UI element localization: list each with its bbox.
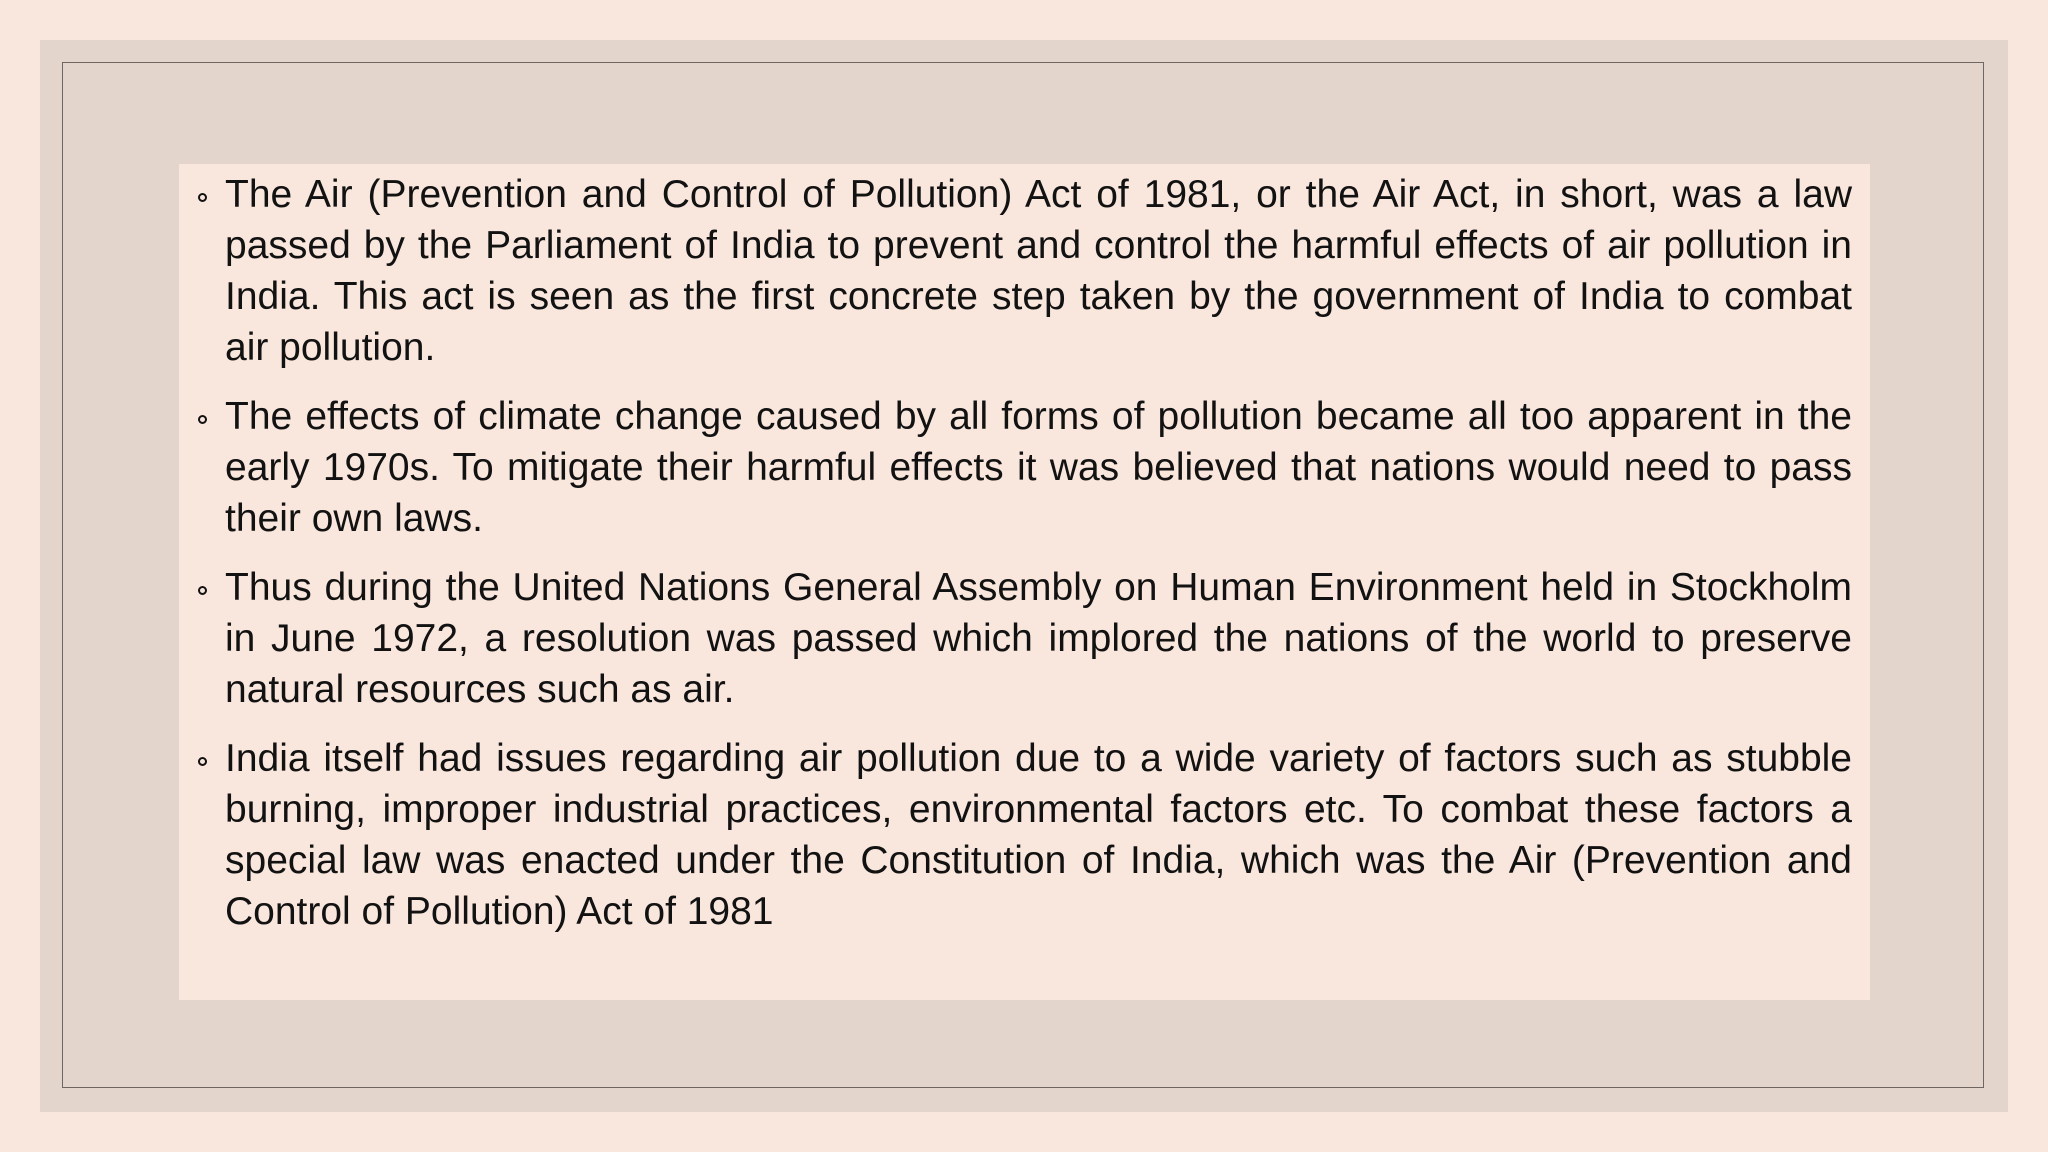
hollow-circle-bullet-icon [198, 586, 207, 595]
bullet-text: India itself had issues regarding air pollution due to a wide variety of factors such as stubble burning, improper industrial practices, environmental factors etc. To combat these factors a special law was enacted under the Constitution of India, which was the Air (Prevention and Control of Pollution) Act of 1981 [225, 737, 1852, 933]
hollow-circle-bullet-icon [198, 757, 207, 766]
bullet-text: Thus during the United Nations General Assembly on Human Environment held in Stockholm in June 1972, a resolution was passed which implored the nations of the world to preserve natural resources such as air. [225, 566, 1852, 711]
bullet-list [225, 169, 1852, 955]
bullet-item [225, 733, 1852, 937]
bullet-text: The effects of climate change caused by all forms of pollution became all too apparent in the early 1970s. To mitigate their harmful effects it was believed that nations would need to pass their own laws. [225, 395, 1852, 540]
bullet-item [225, 169, 1852, 373]
slide-content-box [179, 164, 1870, 1000]
bullet-item [225, 562, 1852, 715]
hollow-circle-bullet-icon [198, 193, 207, 202]
hollow-circle-bullet-icon [198, 415, 207, 424]
bullet-text: The Air (Prevention and Control of Pollution) Act of 1981, or the Air Act, in short, was a law passed by the Parliament of India to prevent and control the harmful effects of air pollution in India. This act is seen as the first concrete step taken by the government of India to combat air pollution. [225, 173, 1852, 369]
bullet-item [225, 391, 1852, 544]
